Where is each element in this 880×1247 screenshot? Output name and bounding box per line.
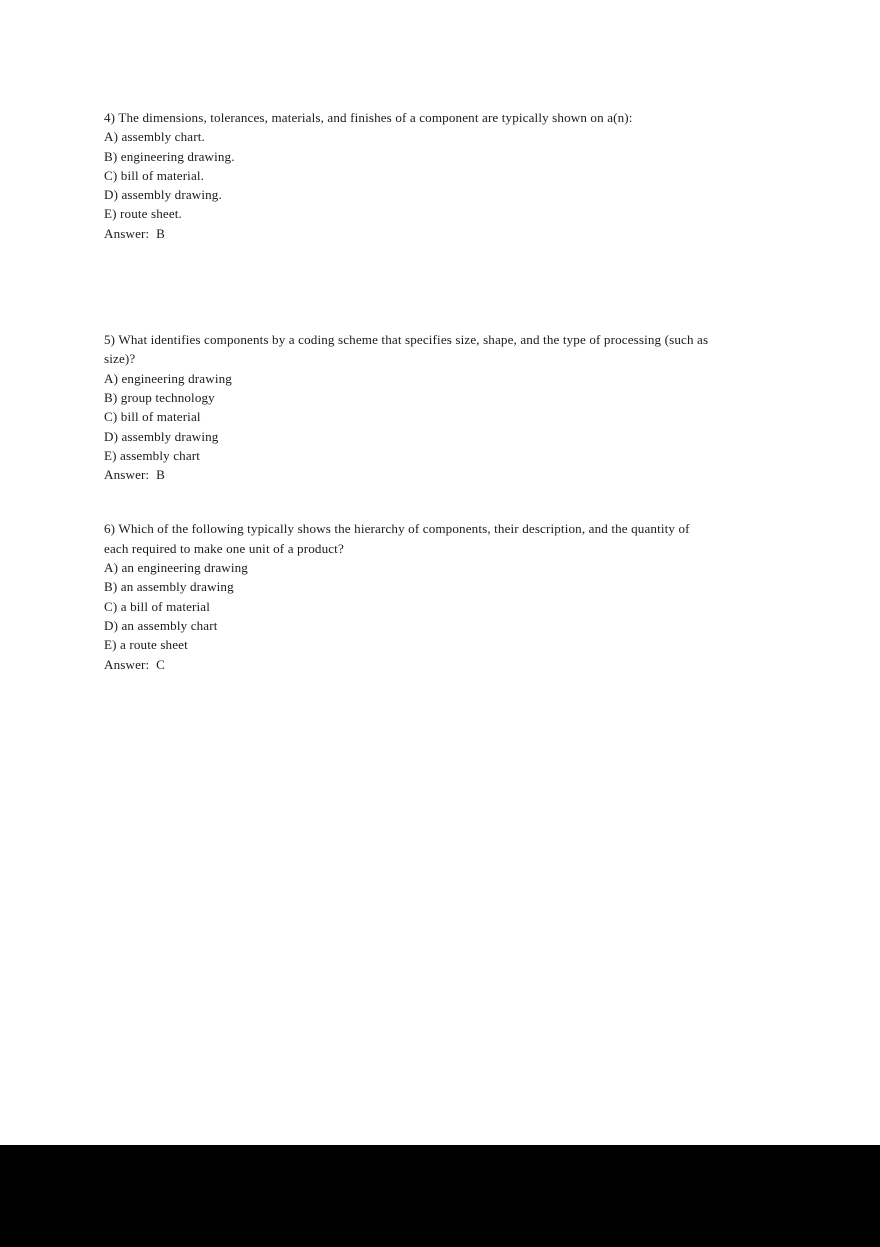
question-option-5-e: E) assembly chart [104, 447, 201, 463]
question-option-4-b: B) engineering drawing. [104, 148, 235, 164]
question-block-5 [104, 330, 714, 484]
question-option-6-a: A) an engineering drawing [104, 560, 248, 576]
document-text-body [104, 108, 714, 674]
question-option-6-e: E) a route sheet [104, 637, 188, 653]
question-answer-5: Answer: B [104, 467, 165, 483]
question-option-4-c: C) bill of material. [104, 167, 205, 183]
question-option-5-a: A) engineering drawing [104, 370, 232, 386]
question-stem-5: 5) What identifies components by a coding scheme that specifies size, shape, and the type of processing (such as size)? [104, 332, 712, 367]
question-block-4 [104, 108, 714, 243]
question-stem-4: 4) The dimensions, tolerances, materials, and finishes of a component are typically shown on a(n): [104, 110, 633, 125]
question-option-4-d: D) assembly drawing. [104, 187, 222, 203]
question-option-6-d: D) an assembly chart [104, 617, 218, 633]
question-option-5-c: C) bill of material [104, 409, 201, 425]
scanner-black-band [0, 1145, 880, 1247]
question-option-5-b: B) group technology [104, 389, 215, 405]
question-answer-4: Answer: B [104, 225, 165, 241]
question-option-4-e: E) route sheet. [104, 206, 182, 222]
question-option-5-d: D) assembly drawing [104, 428, 219, 444]
question-answer-6: Answer: C [104, 656, 165, 672]
question-option-4-a: A) assembly chart. [104, 129, 205, 145]
question-stem-6: 6) Which of the following typically shows the hierarchy of components, their description, and the quantity of each required to make one unit of a product? [104, 521, 694, 556]
spacer-question-4-to-5 [104, 243, 714, 330]
question-block-6 [104, 519, 714, 673]
question-option-6-b: B) an assembly drawing [104, 579, 234, 595]
question-option-6-c: C) a bill of material [104, 598, 211, 614]
spacer-question-5-to-6 [104, 484, 714, 519]
